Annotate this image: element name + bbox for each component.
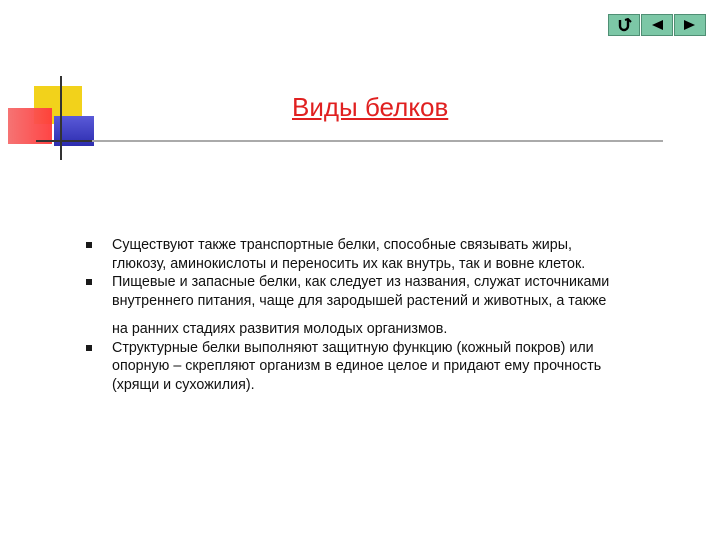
list-item: [86, 236, 686, 273]
bullet-icon: [86, 345, 92, 351]
slide-navigation: [608, 14, 706, 36]
bullet-icon: [86, 279, 92, 285]
item-line: внутреннего питания, чаще для зародышей растений и животных, а также: [112, 292, 607, 309]
list-item: [86, 339, 686, 395]
slide-title: Виды белков: [292, 92, 449, 122]
arrow-left-icon: [650, 19, 664, 31]
item-line: на ранних стадиях развития молодых организмов.: [112, 321, 448, 337]
list-item: [86, 273, 686, 339]
title-divider: [40, 140, 663, 142]
item-line: глюкозу, аминокислоты и переносить их как внутрь, так и вовне клеток.: [112, 255, 586, 272]
item-line: Структурные белки выполняют защитную функцию (кожный покров) или: [112, 339, 594, 356]
vertical-line: [60, 76, 62, 160]
forward-button[interactable]: [674, 14, 706, 36]
arrow-right-icon: [683, 19, 697, 31]
item-line: опорную – скрепляют организм в единое целое и придают ему прочность: [112, 358, 602, 374]
return-button[interactable]: [608, 14, 640, 36]
bullet-icon: [86, 242, 92, 248]
bullet-list: [86, 236, 686, 394]
back-button[interactable]: [641, 14, 673, 36]
item-line: Пищевые и запасные белки, как следует из названия, служат источниками: [112, 274, 610, 290]
return-icon: [616, 18, 632, 32]
item-line: (хрящи и сухожилия).: [112, 376, 255, 393]
divider-accent: [36, 140, 92, 142]
red-square: [8, 108, 52, 144]
item-line: Существуют также транспортные белки, способные связывать жиры,: [112, 237, 572, 253]
decorative-logo: [0, 0, 110, 170]
